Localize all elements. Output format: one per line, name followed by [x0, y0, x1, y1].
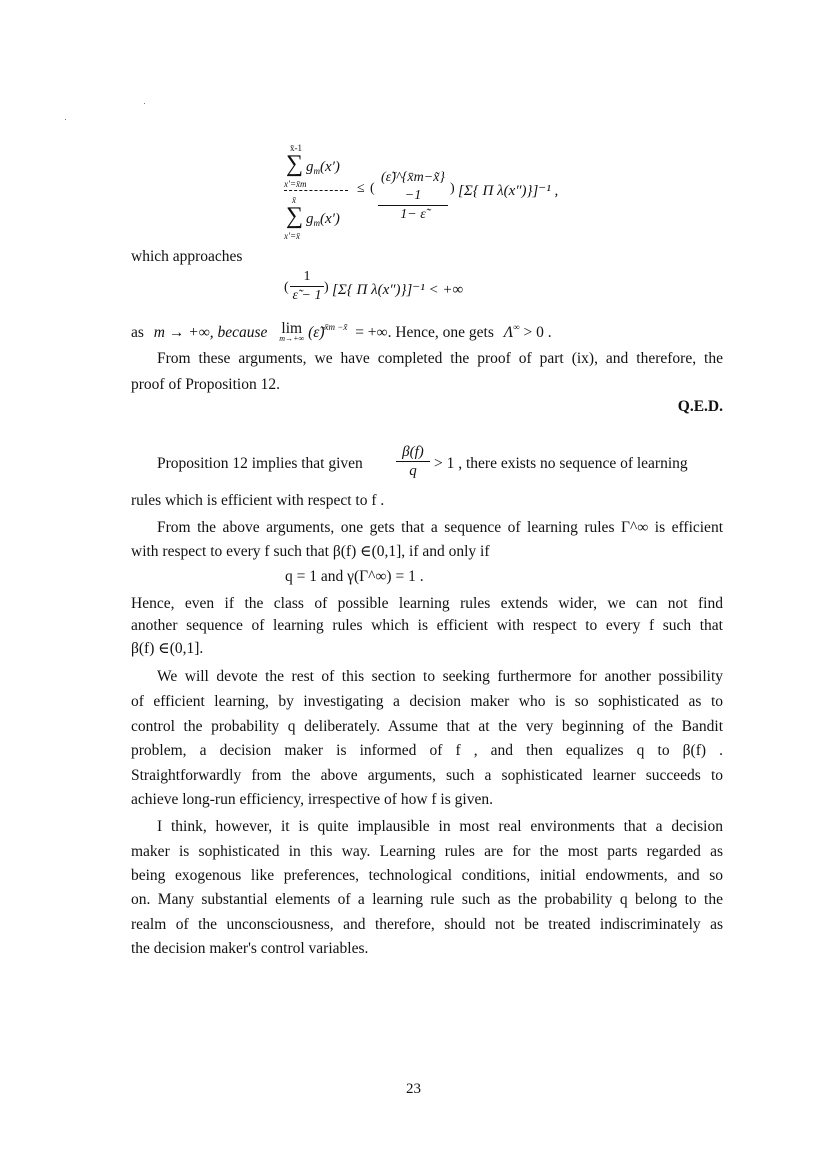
- limit-expression: m → +∞, because: [153, 324, 268, 341]
- sum-lower-limit: x′=x̄m: [284, 179, 307, 189]
- scan-speck: [65, 119, 66, 120]
- g-argument: (x′): [320, 159, 340, 175]
- page-number: 23: [406, 1081, 421, 1097]
- eq1-open-paren: (: [370, 181, 375, 196]
- paragraph-line: maker is sophisticated in this way. Learning rules are for the most parts regarded as: [131, 843, 723, 860]
- eq1-fraction-bar: [284, 190, 348, 191]
- g-term: g: [306, 211, 314, 227]
- mid-numerator: (ε̃)^{x̄m−x̃} −1: [378, 169, 448, 206]
- sum-lower-limit: x′=x̄: [284, 231, 301, 241]
- paragraph-line: control the probability q deliberately. Assume that at the very beginning of the Bandit: [131, 718, 723, 735]
- paragraph-line: being exogenous like preferences, technological conditions, initial endowments, and so: [131, 867, 723, 884]
- fraction-denominator: q: [409, 463, 417, 479]
- sum-upper-limit: x̄-1: [290, 143, 302, 153]
- eq2-fraction: [290, 268, 324, 305]
- eq2-rhs: [Σ{ Π λ(x″)}]⁻¹ < +∞: [332, 282, 464, 298]
- lim-argument: (ε̃): [308, 324, 325, 341]
- paragraph-line: β(f) ∈(0,1].: [131, 640, 204, 657]
- paragraph-line: We will devote the rest of this section to seeking furthermore for another possibility: [157, 668, 723, 685]
- paragraph-line: on. Many substantial elements of a learning rule such as the probability q belong to the: [131, 891, 723, 908]
- g-subscript: m: [313, 218, 320, 228]
- paragraph-line: achieve long-run efficiency, irrespective of how f is given.: [131, 791, 493, 808]
- paragraph-line: Straightforwardly from the above arguments, such a sophisticated learner succeeds to: [131, 767, 723, 784]
- eq2-open-paren: (: [284, 280, 289, 295]
- eq1-relation: ≤: [357, 181, 365, 196]
- which-approaches-text: which approaches: [131, 248, 243, 265]
- lim-subscript: m→+∞: [279, 333, 305, 343]
- paragraph-line: From the above arguments, one gets that a sequence of learning rules Γ^∞ is efficient: [157, 519, 723, 536]
- paragraph-line: From these arguments, we have completed the proof of part (ix), and therefore, the: [157, 350, 723, 367]
- paragraph-line: another sequence of learning rules which is efficient with respect to every f such that: [131, 617, 723, 634]
- paragraph-line: Proposition 12 implies that given: [157, 455, 363, 472]
- scan-speck: [144, 103, 145, 104]
- eq1-rhs: [Σ{ Π λ(x″)}]⁻¹ ,: [458, 183, 559, 199]
- paragraph-line: rules which is efficient with respect to f .: [131, 492, 385, 509]
- qed-marker: Q.E.D.: [677, 398, 723, 415]
- equation-1: [284, 143, 614, 243]
- eq1-den-term: [306, 211, 340, 228]
- lim-word: lim: [281, 319, 303, 337]
- fraction-numerator: β(f): [396, 443, 430, 462]
- lambda-superscript: ∞: [513, 322, 520, 332]
- eq1-num-term: [306, 159, 340, 176]
- eq2-numerator: 1: [290, 268, 324, 287]
- paragraph-line: problem, a decision maker is informed of f , and then equalizes q to β(f) .: [131, 742, 723, 759]
- g-argument: (x′): [320, 211, 340, 227]
- g-term: g: [306, 159, 314, 175]
- g-subscript: m: [313, 166, 320, 176]
- paragraph-line: Hence, even if the class of possible learning rules extends wider, we can not find: [131, 595, 723, 612]
- eq2-close-paren: ): [324, 280, 329, 295]
- eq1-close-paren: ): [450, 181, 455, 196]
- paragraph-line: realm of the unconsciousness, and therefore, should not be treated indiscriminately as: [131, 916, 723, 933]
- eq1-middle-fraction: [378, 169, 448, 224]
- paragraph-line: proof of Proposition 12.: [131, 376, 280, 393]
- lim-operator: [279, 319, 305, 343]
- sum-upper-limit: x̄: [292, 195, 296, 205]
- lim-exponent: x̄m −x̃: [324, 322, 348, 332]
- paragraph-line: of efficient learning, by investigating a decision maker who is so sophisticated as to: [131, 693, 723, 710]
- beta-over-q-fraction: [396, 443, 430, 480]
- eq2-denominator: ε̃ − 1: [292, 288, 322, 303]
- lambda-result: > 0 .: [523, 324, 552, 341]
- paragraph-line: with respect to every f such that β(f) ∈(0,1], if and only if: [131, 543, 490, 560]
- lambda-symbol: Λ: [503, 324, 514, 341]
- paragraph-line: > 1 , there exists no sequence of learning: [434, 455, 688, 472]
- equation-line: q = 1 and γ(Γ^∞) = 1 .: [285, 568, 424, 585]
- sum-symbol: ∑: [286, 151, 304, 177]
- equation-2: [284, 268, 524, 312]
- mid-denominator: 1− ε̃: [400, 207, 426, 222]
- lim-result: = +∞. Hence, one gets: [355, 324, 494, 341]
- as-word: as: [131, 324, 144, 341]
- paragraph-line: I think, however, it is quite implausible in most real environments that a decision: [157, 818, 723, 835]
- as-limit-line: [131, 318, 552, 343]
- paragraph-line: the decision maker's control variables.: [131, 940, 369, 957]
- sum-symbol: ∑: [286, 203, 304, 229]
